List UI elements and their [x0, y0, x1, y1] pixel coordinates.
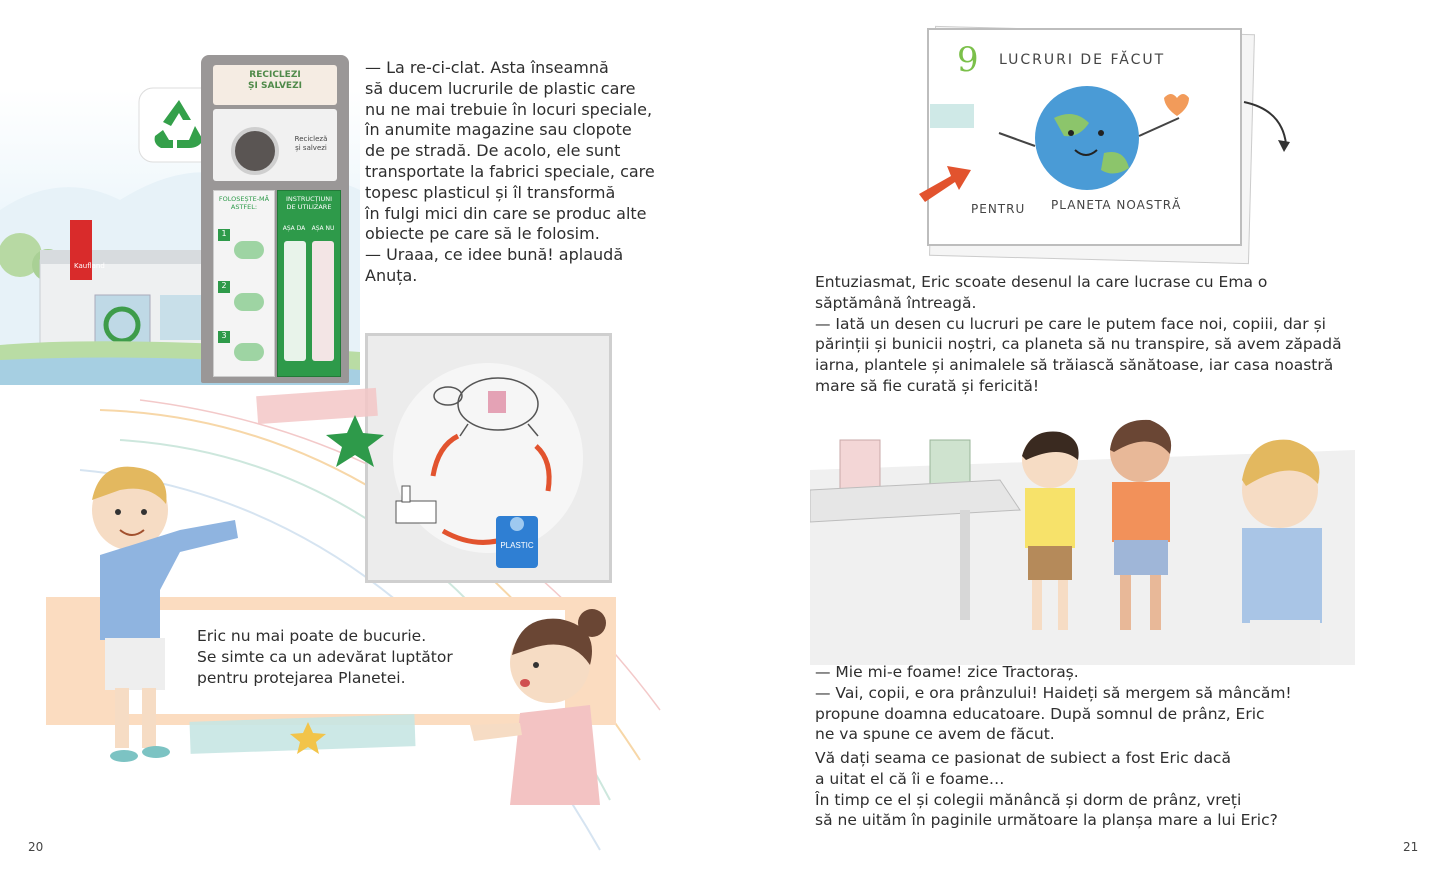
usage-panel-title: FOLOSEȘTE-MĂ ASTFEL:	[218, 195, 270, 211]
story-text-bottom-2: Vă dați seama ce pasionat de subiect a fost Eric dacă a uitat el că îi e foame… În timp ce el și colegii mănâncă și dorm de prânz, vreți să ne uităm în paginile următoare la planșa mare a lui Eric?	[815, 749, 1278, 830]
recycling-explanation-text: — La re-ci-clat. Asta înseamnă să ducem lucrurile de plastic care nu ne mai trebuie în locuri speciale, în anumite magazine sau clopote de pe stradă. De acolo, ele sunt transportate la fabrici speciale, care topesc plasticul și îl transformă în fulgi mici din care se produc alte obiecte pe care să le folosim. — Uraaa, ce idee bună! aplaudă Anuța.	[365, 58, 655, 285]
do-label: AȘA DA	[282, 225, 306, 232]
yellow-star-icon	[286, 720, 330, 756]
recycling-machine-illustration	[201, 55, 349, 383]
classroom-kids-illustration	[810, 410, 1355, 665]
instructions-panel	[277, 190, 341, 377]
green-star-icon	[324, 413, 386, 469]
drawing-subtitle-2: PLANETA NOASTRĂ	[1051, 198, 1182, 212]
bottle-slot	[231, 127, 279, 175]
anuta-girl-illustration	[450, 605, 640, 805]
drawing-tape	[930, 104, 974, 128]
caption-text: Eric nu mai poate de bucurie. Se simte ca un adevărat luptător pentru protejarea Planetei.	[197, 627, 453, 687]
red-arrow-icon	[915, 158, 975, 208]
page-number-right: 21	[1403, 840, 1419, 854]
slot-sign: Recicleză și salvezi	[294, 135, 328, 152]
pin-icon	[1242, 100, 1292, 160]
dont-label: AȘA NU	[311, 225, 335, 232]
left-page	[0, 0, 722, 881]
machine-header-label: RECICLEZI ȘI SALVEZI	[213, 65, 337, 105]
store-sign-text: Kaufland	[74, 262, 105, 270]
drawing-title: LUCRURI DE FĂCUT	[999, 52, 1166, 68]
page-number-left: 20	[28, 840, 44, 854]
drawing-number: 9	[957, 40, 979, 80]
recycling-cycle-illustration	[365, 333, 612, 583]
instructions-panel-title: INSTRUCȚIUNI DE UTILIZARE	[285, 195, 333, 211]
recycling-cycle-drawing	[368, 336, 609, 580]
story-text-bottom-1: — Mie mi-e foame! zice Tractoraș. — Vai, copii, e ora prânzului! Haideți să mergem să mâncăm! propune doamna educatoare. După somnul de prânz, Eric ne va spune ce avem de făcut.	[815, 663, 1292, 744]
right-page	[722, 0, 1445, 881]
usage-panel	[213, 190, 275, 377]
plastic-bin-label: PLASTIC	[500, 541, 534, 550]
eric-boy-illustration	[60, 460, 260, 780]
story-text-top: Entuziasmat, Eric scoate desenul la care lucrase cu Ema o săptămână întreagă. — Iată un desen cu lucruri pe care le putem face noi, copiii, dar și părinții și bunicii noștri, ca planeta să nu transpire, să avem zăpadă iarna, plantele și animalele să trăiască sănătoase, iar casa noastră mare să fie curată și fericită!	[815, 273, 1342, 395]
step-3-badge: 3	[218, 331, 230, 343]
step-2-badge: 2	[218, 281, 230, 293]
earth-illustration	[979, 78, 1209, 208]
step-1-badge: 1	[218, 229, 230, 241]
nine-things-drawing	[927, 28, 1242, 246]
drawing-subtitle-1: PENTRU	[971, 202, 1026, 216]
